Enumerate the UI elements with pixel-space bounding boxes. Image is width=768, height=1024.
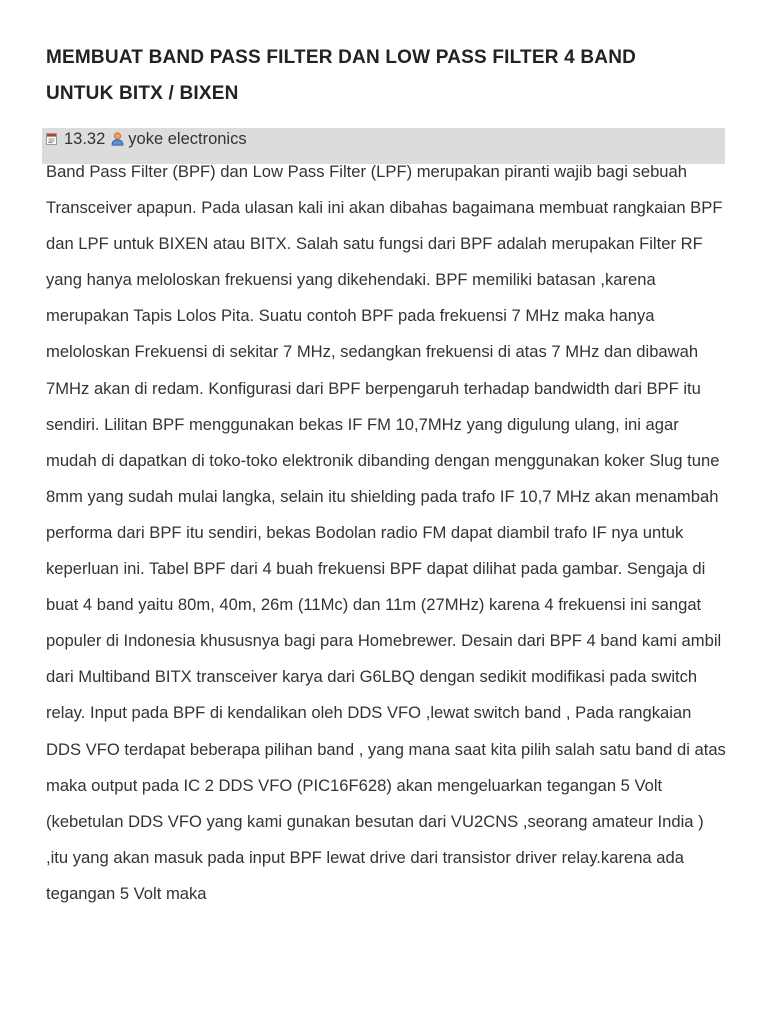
post-time: 13.32 [64,130,106,148]
post-title: MEMBUAT BAND PASS FILTER DAN LOW PASS FILTER 4 BAND UNTUK BITX / BIXEN [46,47,637,104]
user-icon [111,132,124,146]
post-author-link[interactable]: yoke electronics [128,130,247,148]
post-body: Band Pass Filter (BPF) dan Low Pass Filter (LPF) merupakan piranti wajib bagi sebuah Transceiver apapun. Pada ulasan kali ini akan dibahas bagaimana membuat rangkaian BPF dan LPF untuk BIXEN atau BITX. Salah satu fungsi dari BPF adalah merupakan Filter RF yang hanya meloloskan frekuensi yang dikehendaki. BPF memiliki batasan ,karena merupakan Tapis Lolos Pita. Suatu contoh BPF pada frekuensi 7 MHz maka hanya meloloskan Frekuensi di sekitar 7 MHz, sedangkan frekuensi di atas 7 MHz dan dibawah 7MHz akan di redam. Konfigurasi dari BPF berpengaruh terhadap bandwidth dari BPF itu sendiri. Lilitan BPF menggunakan bekas IF FM 10,7MHz yang digulung ulang, ini agar mudah di dapatkan di toko-toko elektronik dibanding dengan menggunakan koker Slug tune 8mm yang sudah mulai langka, selain itu shielding pada trafo IF 10,7 MHz akan menambah performa dari BPF itu sendiri, bekas Bodolan radio FM dapat diambil trafo IF nya untuk keperluan ini. Tabel BPF dari 4 buah frekuensi BPF dapat dilihat pada gambar. Sengaja di buat 4 band yaitu 80m, 40m, 26m (11Mc) dan 11m (27MHz) karena 4 frekuensi ini sangat populer di Indonesia khususnya bagi para Homebrewer. Desain dari BPF 4 band kami ambil dari Multiband BITX transceiver karya dari G6LBQ dengan sedikit modifikasi pada switch relay. Input pada BPF di kendalikan oleh DDS VFO ,lewat switch band , Pada rangkaian DDS VFO terdapat beberapa pilihan band , yang mana saat kita pilih salah satu band di atas maka output pada IC 2 DDS VFO (PIC16F628) akan mengeluarkan tegangan 5 Volt (kebetulan DDS VFO yang kami gunakan besutan dari VU2CNS ,seorang amateur India ) ,itu yang akan masuk pada input BPF lewat drive dari transistor driver relay.karena ada tegangan 5 Volt maka [46,162,726,903]
post-meta [42,128,247,150]
calendar-icon [46,133,57,145]
